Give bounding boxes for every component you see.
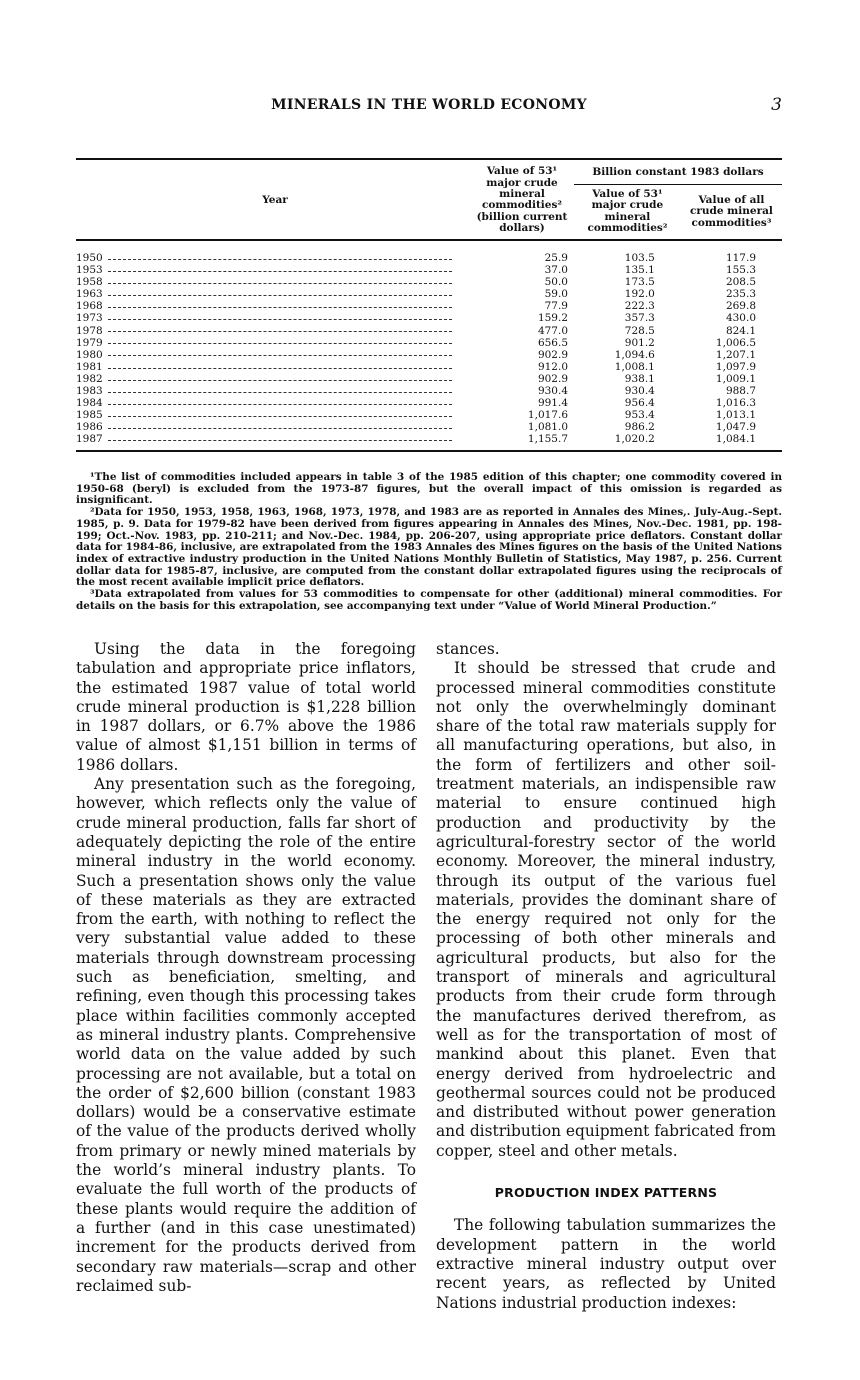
table-row: [76, 301, 782, 313]
dot-leader: [108, 368, 452, 369]
dot-leader: [108, 295, 452, 296]
cell-year-text: 1953: [76, 264, 103, 277]
cell-current-value-text: 1,081.0: [527, 421, 568, 434]
dot-leader: [108, 331, 452, 332]
page-number: 3: [771, 95, 782, 115]
cell-constant-value: [574, 398, 681, 410]
cell-current-value: [474, 398, 574, 410]
body-column-right: [436, 640, 776, 1313]
cell-constant-all-value-text: 430.0: [725, 312, 756, 325]
dot-leader: [108, 380, 452, 381]
cell-constant-all-value: [681, 265, 782, 277]
table-row: [76, 386, 782, 398]
cell-constant-value: [574, 265, 681, 277]
cell-year-text: 1986: [76, 421, 103, 434]
cell-constant-value-text: 1,020.2: [614, 433, 655, 446]
table-row: [76, 337, 782, 349]
cell-constant-all-value-text: 1,207.1: [715, 348, 756, 361]
table-row: [76, 313, 782, 325]
paragraph: It should be stressed that crude and processed mineral commodities constitute not only the overwhelmingly dominant share of the total raw materials supply for all manufacturing operations, but also, in the form of fertilizers and other soil-treatment materials, an indispensible raw material to ensure continued high production and productivity by the agricultural-forestry sector of the world economy. Moreover, the mineral industry, through its output of the various fuel materials, provides the dominant share of the energy required not only for the processing of both other minerals and agricultural products, but also for the transport of minerals and agricultural products from their crude form through the manufactures derived therefrom, as well as for the transportation of most of mankind about this planet. Even that energy derived from hydroelectric and geothermal sources could not be produced and distributed without power generation and distribution equipment fabricated from copper, steel and other metals.: [436, 659, 776, 1160]
cell-current-value-text: 1,017.6: [527, 409, 568, 422]
cell-constant-all-value-text: 1,013.1: [715, 409, 756, 422]
cell-constant-value-text: 192.0: [624, 288, 655, 301]
cell-current-value: [474, 410, 574, 422]
paragraph: The following tabulation summarizes the development pattern in the world extractive mineral industry output over recent years, as reflected by United Nations industrial production indexes:: [436, 1216, 776, 1312]
table-row: [76, 361, 782, 373]
cell-current-value-text: 1,155.7: [527, 433, 568, 446]
cell-year: [76, 398, 474, 410]
dot-leader: [108, 259, 452, 260]
cell-constant-value: [574, 337, 681, 349]
cell-constant-all-value: [681, 240, 782, 265]
cell-year: [76, 265, 474, 277]
dot-leader: [108, 355, 452, 356]
cell-constant-all-value-text: 117.9: [725, 251, 756, 264]
cell-constant-value-text: 986.2: [624, 421, 655, 434]
table-row: [76, 398, 782, 410]
header-constant-all: Value of all crude mineral commodities³: [689, 193, 773, 229]
cell-year-text: 1984: [76, 397, 103, 410]
cell-current-value: [474, 289, 574, 301]
cell-year: [76, 289, 474, 301]
cell-constant-all-value-text: 1,047.9: [715, 421, 756, 434]
cell-current-value: [474, 386, 574, 398]
cell-constant-all-value: [681, 277, 782, 289]
dot-leader: [108, 271, 452, 272]
cell-constant-value: [574, 374, 681, 386]
cell-constant-all-value-text: 1,097.9: [715, 360, 756, 373]
dot-leader: [108, 428, 452, 429]
cell-constant-all-value-text: 824.1: [725, 324, 756, 337]
cell-constant-all-value-text: 1,084.1: [715, 433, 756, 446]
cell-constant-value-text: 135.1: [624, 264, 655, 277]
cell-year-text: 1978: [76, 325, 103, 337]
cell-constant-value-text: 103.5: [624, 251, 655, 264]
cell-constant-value-text: 953.4: [624, 409, 655, 422]
cell-constant-value: [574, 434, 681, 446]
cell-constant-all-value: [681, 434, 782, 446]
dot-leader: [108, 416, 452, 417]
cell-current-value: [474, 265, 574, 277]
section-heading: PRODUCTION INDEX PATTERNS: [494, 1185, 718, 1201]
cell-constant-value-text: 901.2: [624, 336, 655, 349]
cell-current-value: [474, 422, 574, 434]
cell-current-value-text: 656.5: [537, 336, 568, 349]
cell-current-value: [474, 434, 574, 446]
header-current-dollars: Value of 53¹ major crude mineral commodities² (billion current dollars): [476, 165, 568, 235]
cell-current-value-text: 59.0: [544, 288, 568, 301]
cell-current-value-text: 25.9: [544, 251, 568, 264]
cell-constant-all-value: [681, 301, 782, 313]
cell-constant-all-value-text: 988.7: [725, 385, 756, 397]
cell-constant-value: [574, 277, 681, 289]
cell-year-text: 1981: [76, 361, 103, 373]
cell-year-text: 1963: [76, 288, 103, 301]
cell-constant-value-text: 956.4: [624, 397, 655, 410]
cell-current-value-text: 477.0: [537, 324, 568, 337]
table-row: [76, 434, 782, 446]
table-row: [76, 289, 782, 301]
cell-current-value: [474, 313, 574, 325]
cell-year: [76, 313, 474, 325]
cell-constant-all-value: [681, 325, 782, 337]
cell-constant-all-value: [681, 349, 782, 361]
cell-current-value-text: 991.4: [537, 397, 568, 410]
cell-constant-value-text: 938.1: [624, 372, 655, 385]
table-row: [76, 265, 782, 277]
header-constant-dollars-group: Billion constant 1983 dollars: [574, 162, 782, 185]
table-footnotes: [76, 472, 782, 612]
cell-constant-all-value: [681, 410, 782, 422]
cell-constant-value: [574, 349, 681, 361]
running-title: MINERALS IN THE WORLD ECONOMY: [271, 97, 587, 113]
dot-leader: [108, 319, 452, 320]
header-year: Year: [262, 193, 288, 206]
paragraph: Any presentation such as the foregoing, however, which reflects only the value of crude mineral production, falls far short of adequately depicting the role of the entire mineral industry in the world economy. Such a presentation shows only the value of these materials as they are extracted from the earth, with nothing to reflect the very substantial value added to these materials through downstream processing such as beneficiation, smelting, and refining, even though this processing takes place within facilities commonly accepted as mineral industry plants. Comprehensive world data on the value added by such processing are not available, but a total on the order of $2,600 billion (constant 1983 dollars) would be a conservative estimate of the value of the products derived wholly from primary or newly mined materials by the world’s mineral industry plants. To evaluate the full worth of the products of these plants would require the addition of a further (and in this case unestimated) increment for the products derived from secondary raw materials—scrap and other reclaimed sub-: [76, 775, 416, 1295]
cell-year-text: 1958: [76, 276, 103, 289]
cell-constant-all-value: [681, 422, 782, 434]
cell-year: [76, 374, 474, 386]
cell-current-value: [474, 349, 574, 361]
dot-leader: [108, 307, 452, 308]
cell-current-value: [474, 277, 574, 289]
cell-year: [76, 349, 474, 361]
cell-current-value: [474, 361, 574, 373]
cell-current-value: [474, 301, 574, 313]
table-row: [76, 240, 782, 265]
cell-year: [76, 301, 474, 313]
cell-constant-all-value: [681, 361, 782, 373]
cell-current-value-text: 77.9: [544, 300, 568, 313]
data-table-container: [76, 158, 782, 452]
cell-constant-all-value-text: 1,009.1: [715, 372, 756, 385]
dot-leader: [108, 440, 452, 441]
cell-current-value-text: 912.0: [537, 360, 568, 373]
table-body: [76, 240, 782, 452]
cell-year-text: 1987: [76, 434, 103, 446]
cell-constant-value-text: 173.5: [624, 276, 655, 289]
cell-current-value-text: 159.2: [537, 312, 568, 325]
dot-leader: [108, 392, 452, 393]
cell-year-text: 1982: [76, 373, 103, 385]
cell-year-text: 1968: [76, 301, 103, 313]
cell-constant-value-text: 222.3: [624, 300, 655, 313]
table-row: [76, 422, 782, 434]
cell-current-value: [474, 325, 574, 337]
cell-constant-value: [574, 325, 681, 337]
cell-constant-value-text: 930.4: [624, 385, 655, 397]
cell-constant-all-value-text: 269.8: [725, 300, 756, 313]
cell-year: [76, 337, 474, 349]
cell-constant-value: [574, 410, 681, 422]
cell-constant-all-value-text: 208.5: [725, 276, 756, 289]
table-row: [76, 374, 782, 386]
cell-current-value: [474, 240, 574, 265]
cell-year: [76, 434, 474, 446]
cell-constant-value: [574, 301, 681, 313]
cell-constant-all-value-text: 235.3: [725, 288, 756, 301]
cell-year: [76, 422, 474, 434]
dot-leader: [108, 404, 452, 405]
cell-year-text: 1979: [76, 337, 103, 349]
cell-constant-all-value-text: 155.3: [725, 264, 756, 277]
cell-constant-value: [574, 386, 681, 398]
cell-current-value: [474, 337, 574, 349]
cell-year: [76, 277, 474, 289]
table-row: [76, 410, 782, 422]
table-row: [76, 349, 782, 361]
cell-constant-all-value-text: 1,006.5: [715, 336, 756, 349]
mineral-value-table: [76, 158, 782, 452]
paragraph-continuation: stances.: [436, 640, 500, 658]
header-constant-53: Value of 53¹ major crude mineral commodities²: [587, 188, 668, 235]
cell-constant-value: [574, 422, 681, 434]
cell-constant-all-value: [681, 337, 782, 349]
cell-year-text: 1973: [76, 313, 103, 325]
cell-current-value-text: 902.9: [537, 372, 568, 385]
paragraph: Using the data in the foregoing tabulation and appropriate price inflators, the estimated 1987 value of total world crude mineral production is $1,228 billion in 1987 dollars, or 6.7% above the 1986 value of almost $1,151 billion in terms of 1986 dollars.: [76, 640, 416, 774]
cell-current-value-text: 37.0: [544, 264, 568, 277]
footnote-3: ³Data extrapolated from values for 53 commodities to compensate for other (additional) mineral commodities. For details on the basis for this extrapolation, see accompanying text under “Value of World Mineral Production.”: [76, 588, 782, 612]
cell-current-value-text: 902.9: [537, 348, 568, 361]
cell-constant-value: [574, 289, 681, 301]
cell-year: [76, 386, 474, 398]
cell-year-text: 1983: [76, 385, 103, 397]
cell-constant-value-text: 1,094.6: [614, 348, 655, 361]
cell-year-text: 1950: [76, 251, 103, 264]
cell-constant-all-value: [681, 374, 782, 386]
cell-current-value-text: 930.4: [537, 385, 568, 397]
running-head: [76, 97, 782, 119]
cell-current-value: [474, 374, 574, 386]
table-row: [76, 325, 782, 337]
footnote-2: ²Data for 1950, 1953, 1958, 1963, 1968, 1973, 1978, and 1983 are as reported in Annales des Mines,. July-Aug.-Sept. 1985, p. 9. Data for 1979-82 have been derived from figures appearing in Annales des Mines, Nov.-Dec. 1981, pp. 198-199; Oct.-Nov. 1983, pp. 210-211; and Nov.-Dec. 1984, pp. 206-207, using appropriate price deflators. Constant dollar data for 1984-86, inclusive, are extrapolated from the 1983 Annales des Mines figures on the basis of the United Nations index of extractive industry production in the United Nations Monthly Bulletin of Statistics, May 1987, p. 256. Current dollar data for 1985-87, inclusive, are computed from the constant dollar extrapolated figures using the reciprocals of the most recent available implicit price deflators.: [76, 506, 782, 589]
cell-year: [76, 361, 474, 373]
cell-constant-all-value-text: 1,016.3: [715, 397, 756, 410]
cell-constant-all-value: [681, 313, 782, 325]
footnote-1: ¹The list of commodities included appears in table 3 of the 1985 edition of this chapter; one commodity covered in 1950-68 (beryl) is excluded from the 1973-87 figures, but the overall impact of this omission is regarded as insignificant.: [76, 471, 782, 507]
cell-constant-value-text: 728.5: [624, 324, 655, 337]
cell-constant-value: [574, 361, 681, 373]
body-column-left: [76, 640, 416, 1296]
cell-constant-all-value: [681, 398, 782, 410]
cell-constant-value: [574, 240, 681, 265]
table-row: [76, 277, 782, 289]
cell-year: [76, 410, 474, 422]
cell-constant-value-text: 357.3: [624, 312, 655, 325]
dot-leader: [108, 283, 452, 284]
dot-leader: [108, 343, 452, 344]
cell-constant-value-text: 1,008.1: [614, 360, 655, 373]
cell-year-text: 1985: [76, 409, 103, 422]
cell-constant-all-value: [681, 386, 782, 398]
cell-constant-value: [574, 313, 681, 325]
cell-constant-all-value: [681, 289, 782, 301]
cell-year: [76, 240, 474, 265]
cell-year: [76, 325, 474, 337]
cell-year-text: 1980: [76, 349, 103, 361]
cell-current-value-text: 50.0: [544, 276, 568, 289]
